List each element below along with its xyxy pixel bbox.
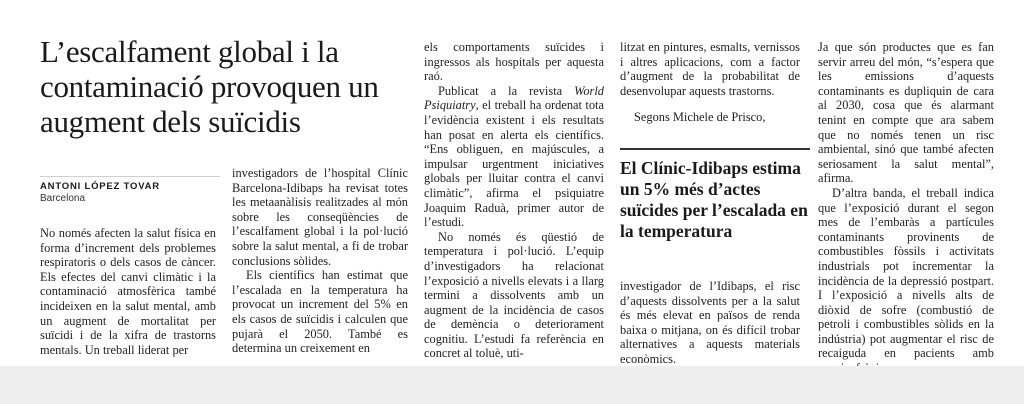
body-column-3 <box>424 40 604 361</box>
paragraph: No només afecten la salut física en forma d’increment dels problemes respiratoris o dels casos de càncer. Els efectes del canvi climàtic i la contaminació atmosfèrica també incideixen en la salut mental, amb un augment de mortalitat per suïcidi i de la xifra de trastorns mentals. Un treball liderat per <box>40 226 216 357</box>
body-column-1 <box>40 226 216 357</box>
paragraph: No només és qüestió de temperatura i pol·lució. L’equip d’investigadors ha relacionat l’exposició a nivells elevats i a llarg termini a dissolvents amb un augment de la incidència de casos de demència o deteriorament cognitiu. L’estudi fa referència en concret al toluè, uti- <box>424 229 604 361</box>
body-column-4-continued <box>620 279 800 367</box>
dateline: Barcelona <box>40 193 86 204</box>
paragraph: litzat en pintures, esmalts, vernissos i altres aplicacions, com a factor d’augment de la probabilitat de desenvolupar aquests trastorns. <box>620 40 800 98</box>
journal-name: World Psiquiatry <box>424 83 604 113</box>
pullquote-rule <box>620 148 810 150</box>
text-run: , el treball ha ordenat tota l’evidència existent i els resultats han posat en alerta els científics. “Ens obliguen, en majúscules, a impulsar urgentment iniciatives globals per lluitar contra el canvi climàtic”, afirma el psiquiatre Joaquim Raduà, primer autor de l’estudi. <box>424 98 604 230</box>
paragraph: investigador de l’Idibaps, el risc d’aquests dissolvents per a la salut és més elevat en països de renda baixa o mitjana, on és difícil trobar alternatives a aquests materials econòmics. <box>620 279 800 366</box>
paragraph <box>424 84 604 230</box>
page-bottom-band <box>0 366 1024 404</box>
paragraph: investigadors de l’hospital Clínic Barcelona-Idibaps ha revisat totes les metaanàlisis realitzades al món sobre les conseqüències de l’escalfament global i la pol·lució sobre la salut mental, a fi de trobar conclusions sòlides. <box>232 166 408 268</box>
paragraph: Els científics han estimat que l’escalada en la temperatura ha provocat un increment del 5% en els casos de suïcidis i calculen que pujarà el 2050. També es determina un creixement en <box>232 268 408 356</box>
body-column-5 <box>818 40 994 376</box>
body-column-2 <box>232 166 408 356</box>
byline-divider <box>40 176 220 177</box>
author-byline: ANTONI LÓPEZ TOVAR <box>40 181 160 192</box>
attribution-line: Segons Michele de Prisco, <box>634 110 766 125</box>
text-run: D’altra banda, el treball indica que l’exposició durant el segon mes de l’embaràs a partícules contaminants provinents de combustibles fòssils i activitats industrials pot incrementar la incidència de la depressió postpart. I l’exposició a nivells alts de diòxid de sofre (combustió de petroli i combustibles sòlids en la indústria) pot augmentar el risc de recaiguda en pacients amb <box>818 185 994 361</box>
paragraph: Ja que són productes que es fan servir arreu del món, “s’espera que les emissions d’aquests contaminants es dupliquin de cara al 2030, cosa que és alarmant tenint en compte que ara sabem que no només tenen un risc ambiental, sinó que també afecten seriosament la salut mental”, afirma. <box>818 40 994 186</box>
pullquote-box <box>620 148 810 242</box>
pullquote: El Clínic-Idibaps estima un 5% més d’actes suïcides per l’escalada en la temperatura <box>620 158 808 241</box>
paragraph: els comportaments suïcides i ingressos als hospitals per aquesta raó. <box>424 40 604 84</box>
body-column-4 <box>620 40 800 125</box>
paragraph <box>818 186 994 376</box>
text-run: Publicat a la revista <box>438 83 575 98</box>
article-headline: L’escalfament global i la contaminació provoquen un augment dels suïcidis <box>40 34 379 139</box>
